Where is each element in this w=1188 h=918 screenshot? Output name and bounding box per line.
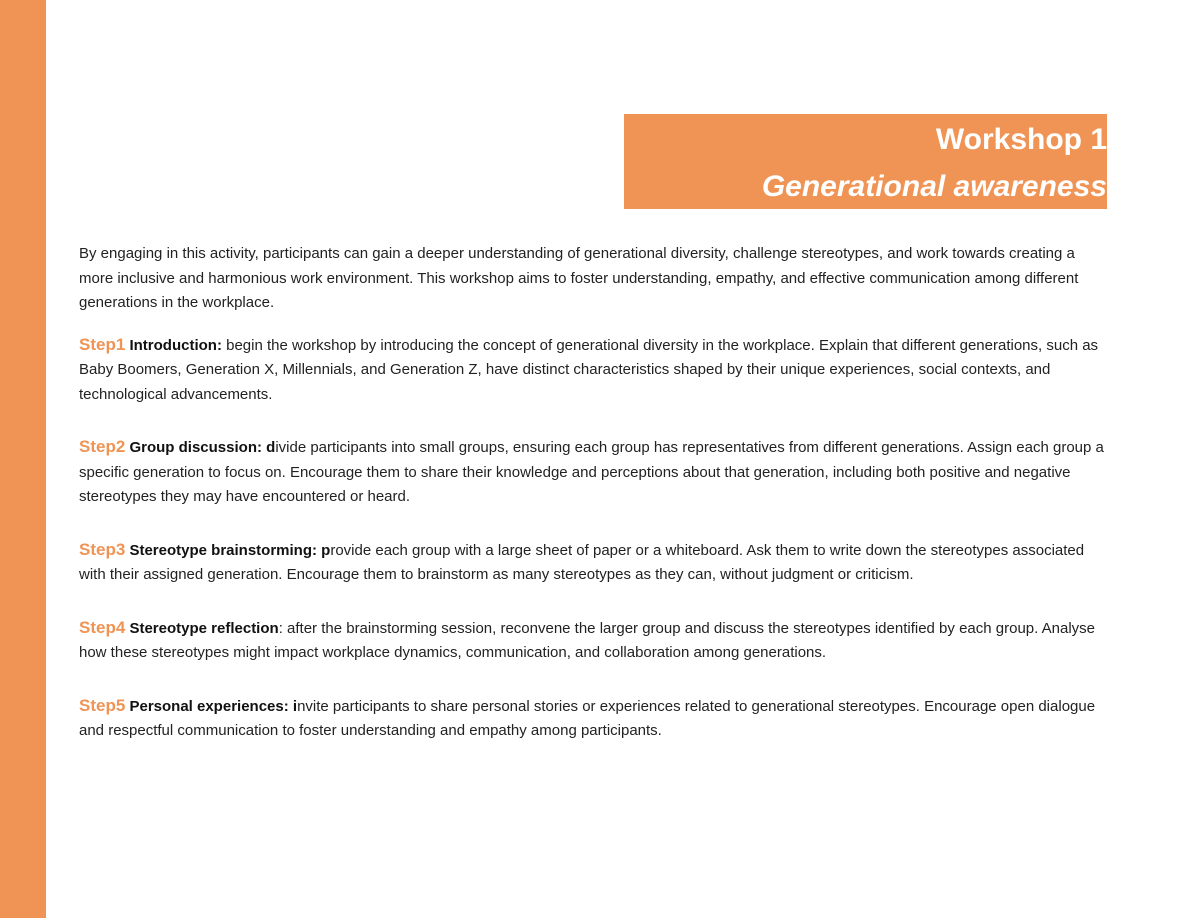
step-4 [79, 616, 1109, 666]
step-5-text: nvite participants to share personal stories or experiences related to generational stereotypes. Encourage open dialogue and respectful communication to foster understanding and empathy among participants. [79, 697, 1096, 739]
step-5-label: Step5 [79, 695, 126, 715]
step-1 [79, 333, 1109, 408]
step-1-text: begin the workshop by introducing the concept of generational diversity in the workplace. Explain that different generations, such as Baby Boomers, Generation X, Millennials, and Generation Z, have distinct characteristics shaped by their unique experiences, social contexts, and technological advancements. [79, 336, 1099, 403]
side-accent-bar [0, 0, 46, 918]
step-3-text: rovide each group with a large sheet of paper or a whiteboard. Ask them to write down the stereotypes associated with their assigned generation. Encourage them to brainstorm as many stereotypes as they can, without judgment or criticism. [79, 541, 1085, 583]
step-1-title: Introduction: [129, 336, 222, 354]
step-5 [79, 694, 1109, 744]
workshop-title: Workshop 1 [935, 123, 1107, 156]
step-3 [79, 538, 1109, 588]
step-3-title: Stereotype brainstorming: p [129, 541, 331, 559]
workshop-subtitle: Generational awareness [761, 170, 1107, 203]
step-4-label: Step4 [79, 617, 126, 637]
step-4-title: Stereotype reflection [129, 619, 279, 637]
step-2-label: Step2 [79, 437, 126, 456]
intro-paragraph: By engaging in this activity, participants can gain a deeper understanding of generational diversity, challenge stereotypes, and work towards creating a more inclusive and harmonious work environment. This workshop aims to foster understanding, empathy, and effective communication among different generations in the workplace. [79, 245, 1079, 311]
step-3-label: Step3 [79, 539, 126, 559]
workshop-body [79, 242, 1109, 772]
title-banner [624, 114, 1107, 209]
step-4-text: : after the brainstorming session, reconvene the larger group and discuss the stereotypes identified by each group. Analyse how these stereotypes might impact workplace dynamics, communication, and collaboration among generations. [79, 619, 1096, 661]
step-2-title: Group discussion: d [129, 439, 276, 456]
step-2-text: ivide participants into small groups, ensuring each group has representatives from different generations. Assign each group a specific generation to focus on. Encourage them to share their knowledge and perceptions about that generation, including both positive and negative stereotypes they may have encountered or heard. [79, 439, 1104, 505]
step-2 [79, 435, 1109, 510]
step-1-label: Step1 [79, 334, 126, 354]
step-5-title: Personal experiences: i [129, 697, 298, 715]
